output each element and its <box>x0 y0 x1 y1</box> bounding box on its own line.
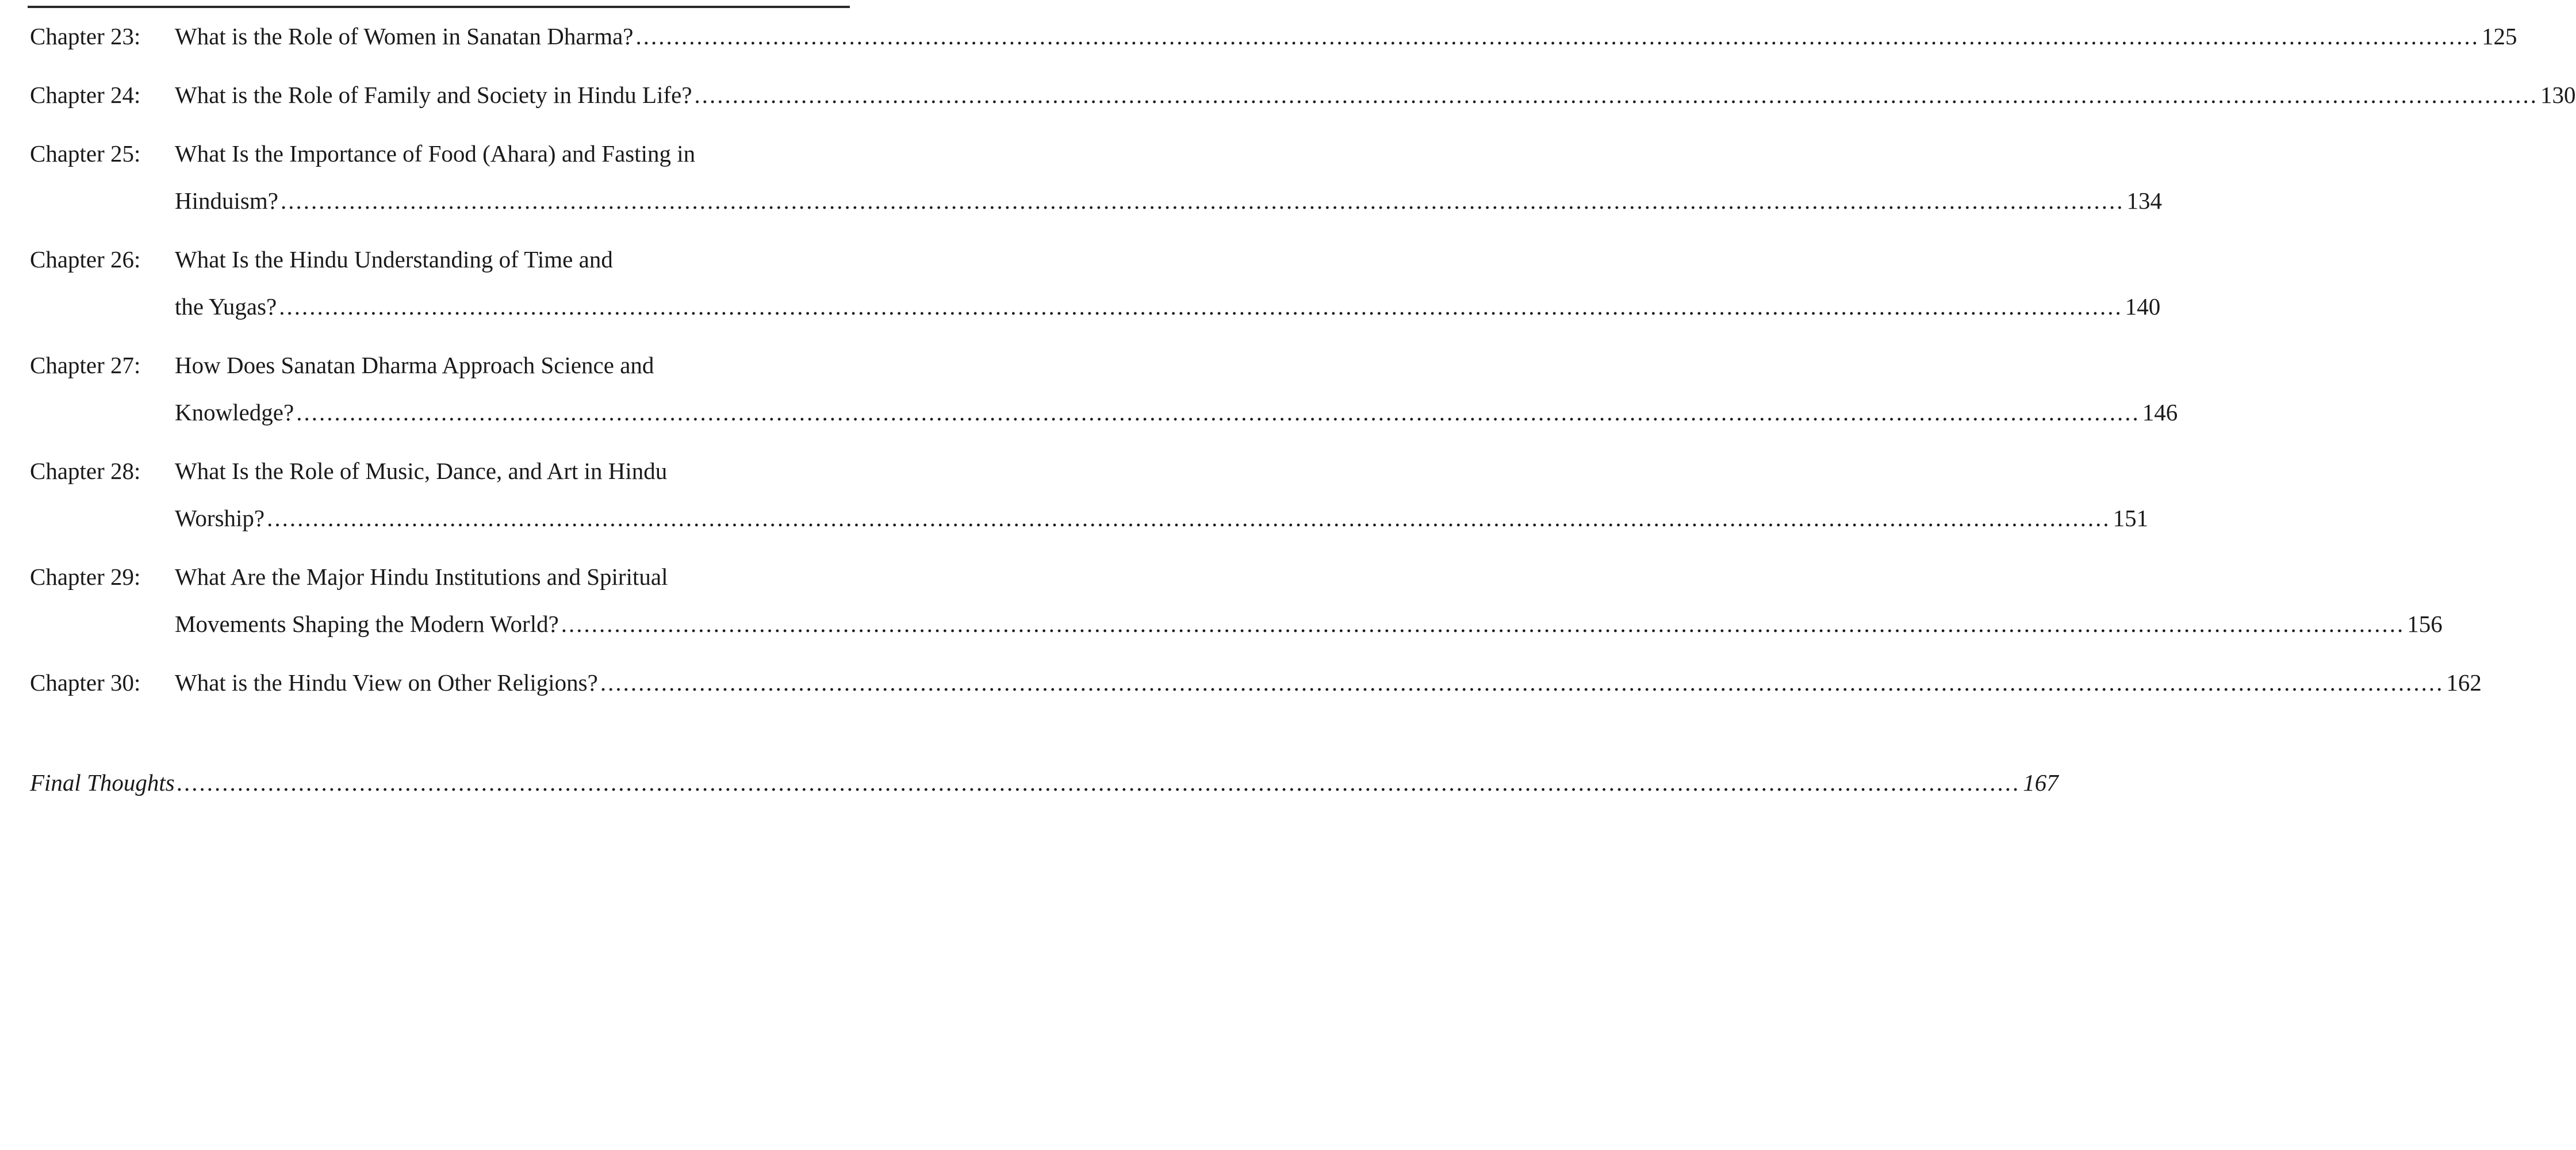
chapter-title-block <box>175 71 2576 118</box>
page-number: 140 <box>2125 293 2161 320</box>
chapter-title-last-line <box>175 389 2178 436</box>
dot-leader <box>561 600 2405 647</box>
chapter-title-text: What is the Role of Family and Society in Hindu Life? <box>175 82 692 108</box>
page-number: 125 <box>2482 23 2517 49</box>
chapter-number: Chapter 25: <box>30 140 141 167</box>
toc-final-thoughts[interactable] <box>30 759 2058 806</box>
chapter-title-block <box>175 553 2443 647</box>
chapter-number: Chapter 29: <box>30 564 141 590</box>
dot-leader <box>695 71 2539 118</box>
page-number: 162 <box>2446 669 2482 696</box>
toc-entry[interactable] <box>30 447 2149 542</box>
chapter-title-text: Hinduism? <box>175 187 278 214</box>
page-number: 151 <box>2113 505 2149 531</box>
toc-entry[interactable] <box>30 659 2482 706</box>
final-thoughts-title: Final Thoughts <box>30 769 175 796</box>
chapter-number: Chapter 23: <box>30 23 141 49</box>
chapter-number: Chapter 30: <box>30 669 141 696</box>
chapter-title-block <box>175 447 2148 542</box>
dot-leader <box>279 283 2123 330</box>
chapter-title-text: Worship? <box>175 505 265 531</box>
dot-leader <box>600 659 2444 706</box>
chapter-title-last-line <box>175 600 2443 647</box>
toc-entry[interactable] <box>30 342 2178 436</box>
top-rule <box>28 6 850 8</box>
chapter-title-text: the Yugas? <box>175 293 277 320</box>
toc-entry[interactable] <box>30 236 2161 330</box>
page-number: 130 <box>2540 82 2576 108</box>
chapter-number: Chapter 26: <box>30 246 141 273</box>
chapter-title-block <box>175 236 2160 330</box>
chapter-title-line: What Is the Importance of Food (Ahara) and Fasting in <box>175 140 696 167</box>
chapter-title-text: What is the Role of Women in Sanatan Dharma? <box>175 23 634 49</box>
chapter-title-block <box>175 342 2178 436</box>
toc-entry[interactable] <box>30 71 2576 118</box>
chapter-title-line: What Is the Hindu Understanding of Time and <box>175 246 613 273</box>
chapter-title-block <box>175 659 2482 706</box>
chapter-number: Chapter 27: <box>30 352 141 378</box>
chapter-title-last-line <box>175 71 2576 118</box>
page-number: 134 <box>2126 187 2162 214</box>
chapter-title-line: What Are the Major Hindu Institutions and Spiritual <box>175 564 668 590</box>
chapter-title-last-line <box>175 659 2482 706</box>
chapter-title-text: Movements Shaping the Modern World? <box>175 611 559 637</box>
chapter-title-line: How Does Sanatan Dharma Approach Science and <box>175 352 654 378</box>
final-thoughts-page: 167 <box>2023 769 2058 796</box>
toc-entry[interactable] <box>30 13 2517 60</box>
dot-leader <box>177 759 2021 806</box>
chapter-number: Chapter 28: <box>30 458 141 484</box>
chapter-title-last-line <box>175 494 2148 542</box>
chapter-title-text: Knowledge? <box>175 399 294 425</box>
page-number: 156 <box>2407 611 2443 637</box>
dot-leader <box>296 389 2140 436</box>
chapter-title-text: What is the Hindu View on Other Religions? <box>175 669 598 696</box>
toc-entries <box>30 13 2576 706</box>
chapter-title-line: What Is the Role of Music, Dance, and Art in Hindu <box>175 458 668 484</box>
dot-leader <box>636 13 2480 60</box>
toc-final-line <box>30 759 2058 806</box>
chapter-title-block <box>175 130 2162 224</box>
dot-leader <box>267 494 2111 542</box>
dot-leader <box>281 177 2125 224</box>
page-number: 146 <box>2142 399 2178 425</box>
chapter-title-last-line <box>175 177 2162 224</box>
toc-entry[interactable] <box>30 130 2162 224</box>
chapter-title-block <box>175 13 2517 60</box>
chapter-title-last-line <box>175 283 2160 330</box>
toc-entry[interactable] <box>30 553 2443 647</box>
chapter-number: Chapter 24: <box>30 82 141 108</box>
chapter-title-last-line <box>175 13 2517 60</box>
table-of-contents <box>30 13 2576 806</box>
